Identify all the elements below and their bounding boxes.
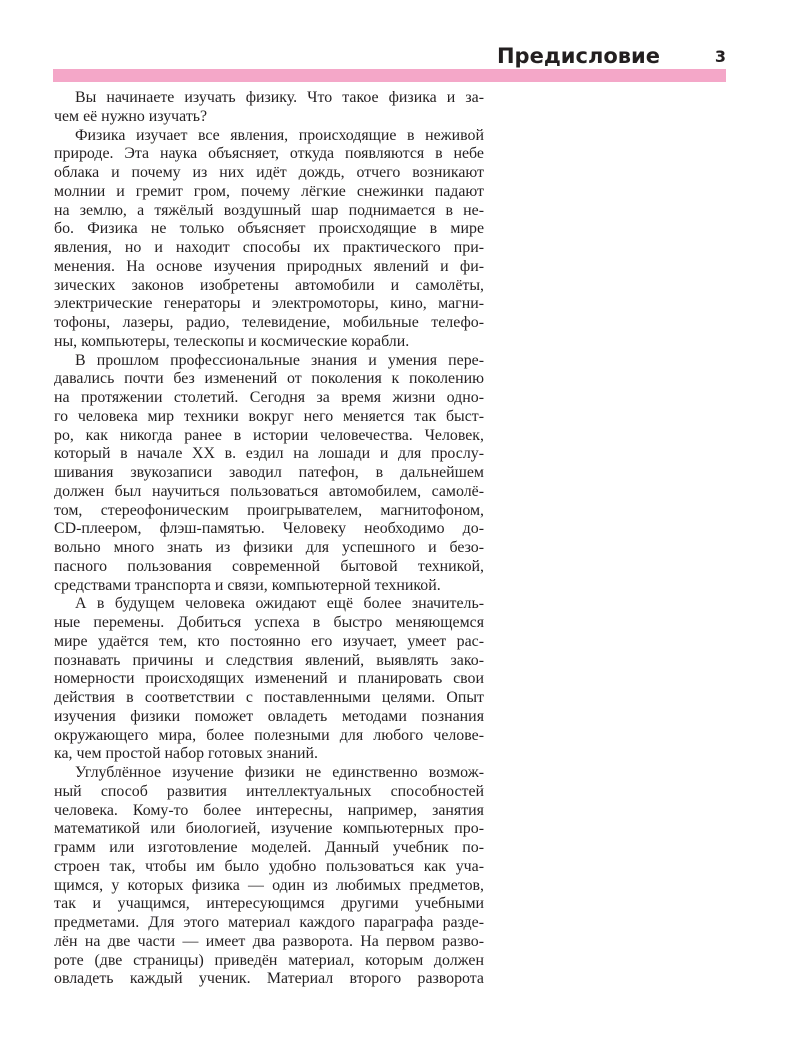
text-line: Вы начинаете изучать физику. Что такое физика и за- xyxy=(75,89,484,106)
text-line: математикой или биологией, изучение компьютерных про- xyxy=(54,820,484,838)
text-line: роте (две страницы) приведён материал, которым должен xyxy=(54,951,484,969)
text-line: шивания звукозаписи заводил патефон, в дальнейшем xyxy=(54,464,484,481)
text-line: человека. Кому-то более интересны, например, занятия xyxy=(54,801,484,819)
text-line: познавать причины и следствия явлений, выявлять зако- xyxy=(54,651,484,669)
text-line: строен так, чтобы им было удобно пользоваться как уча- xyxy=(54,857,484,875)
text-line: действия в соответствии с поставленными целями. Опыт xyxy=(54,689,484,706)
page-number: 3 xyxy=(714,47,726,66)
paragraph-3 xyxy=(54,352,484,596)
text-line: го человека мир техники вокруг него меняется так быст- xyxy=(54,407,484,425)
text-line: Физика изучает все явления, происходящие в неживой xyxy=(75,126,484,144)
text-line: окружающего мира, более полезными для любого челове- xyxy=(54,726,484,744)
paragraph-2 xyxy=(54,127,484,352)
text-line: менения. На основе изучения природных явлений и фи- xyxy=(54,257,484,275)
text-line: чем её нужно изучать? xyxy=(54,107,208,125)
text-line: явления, но и находит способы их практического при- xyxy=(54,239,484,256)
text-line: облака и почему из них идёт дождь, отчего возникают xyxy=(54,164,484,181)
text-line: вольно много знать из физики для успешного и безо- xyxy=(54,539,484,556)
paragraph-4 xyxy=(54,595,484,764)
text-line: А в будущем человека ожидают ещё более значитель- xyxy=(75,595,484,613)
preface-body xyxy=(54,89,484,989)
text-line: ро, как никогда ранее в истории человечества. Человек, xyxy=(54,426,484,444)
page-header-title: Предисловие xyxy=(496,44,660,68)
text-line: CD-плеером, флэш-памятью. Человеку необходимо до- xyxy=(54,520,484,538)
text-line: электрические генераторы и электромоторы, кино, магни- xyxy=(54,295,484,313)
text-line: овладеть каждый ученик. Материал второго разворота xyxy=(54,970,484,988)
text-line: молнии и гремит гром, почему лёгкие снежинки падают xyxy=(54,182,484,200)
text-line: изучения физики поможет овладеть методами познания xyxy=(54,707,484,725)
text-line: который в начале XX в. ездил на лошади и для прослу- xyxy=(54,445,484,463)
text-line: щимся, у которых физика — один из любимых предметов, xyxy=(54,876,484,894)
text-line: ный способ развития интеллектуальных способностей xyxy=(54,782,484,800)
text-line: зических законов изобретены автомобили и самолёты, xyxy=(54,276,484,294)
text-line: на землю, а тяжёлый воздушный шар поднимается в не- xyxy=(54,201,484,219)
text-line: ка, чем простой набор готовых знаний. xyxy=(54,745,319,763)
text-line: грамм или изготовление моделей. Данный учебник по- xyxy=(54,839,484,856)
text-line: ные перемены. Добиться успеха в быстро меняющемся xyxy=(54,614,484,631)
text-line: бо. Физика не только объясняет происходящие в мире xyxy=(54,220,484,238)
text-line: том, стереофоническим проигрывателем, магнитофоном, xyxy=(54,501,484,519)
header-color-band xyxy=(53,69,726,82)
text-line: средствами транспорта и связи, компьютерной техникой. xyxy=(54,576,441,594)
text-line: мире удаётся тем, кто постоянно его изучает, умеет рас- xyxy=(54,632,484,650)
paragraph-1 xyxy=(54,89,484,127)
text-line: так и учащимся, интересующимся другими учебными xyxy=(54,895,484,913)
text-line: В прошлом профессиональные знания и умения пере- xyxy=(75,351,484,369)
text-line: Углублённое изучение физики не единственно возмож- xyxy=(75,764,484,781)
text-line: тофоны, лазеры, радио, телевидение, мобильные телефо- xyxy=(54,314,484,331)
text-line: на протяжении столетий. Сегодня за время жизни одно- xyxy=(54,389,484,406)
text-line: номерности происходящих изменений и планировать свои xyxy=(54,670,484,688)
text-line: должен был научиться пользоваться автомобилем, самолё- xyxy=(54,482,484,500)
text-line: давались почти без изменений от поколения к поколению xyxy=(54,370,484,388)
paragraph-5 xyxy=(54,764,484,989)
text-line: предметами. Для этого материал каждого параграфа разде- xyxy=(54,914,484,931)
text-line: природе. Эта наука объясняет, откуда появляются в небе xyxy=(54,145,484,163)
text-line: ны, компьютеры, телескопы и космические корабли. xyxy=(54,332,410,350)
text-line: лён на две части — имеет два разворота. На первом разво- xyxy=(54,932,484,950)
text-line: пасного пользования современной бытовой техникой, xyxy=(54,557,484,575)
